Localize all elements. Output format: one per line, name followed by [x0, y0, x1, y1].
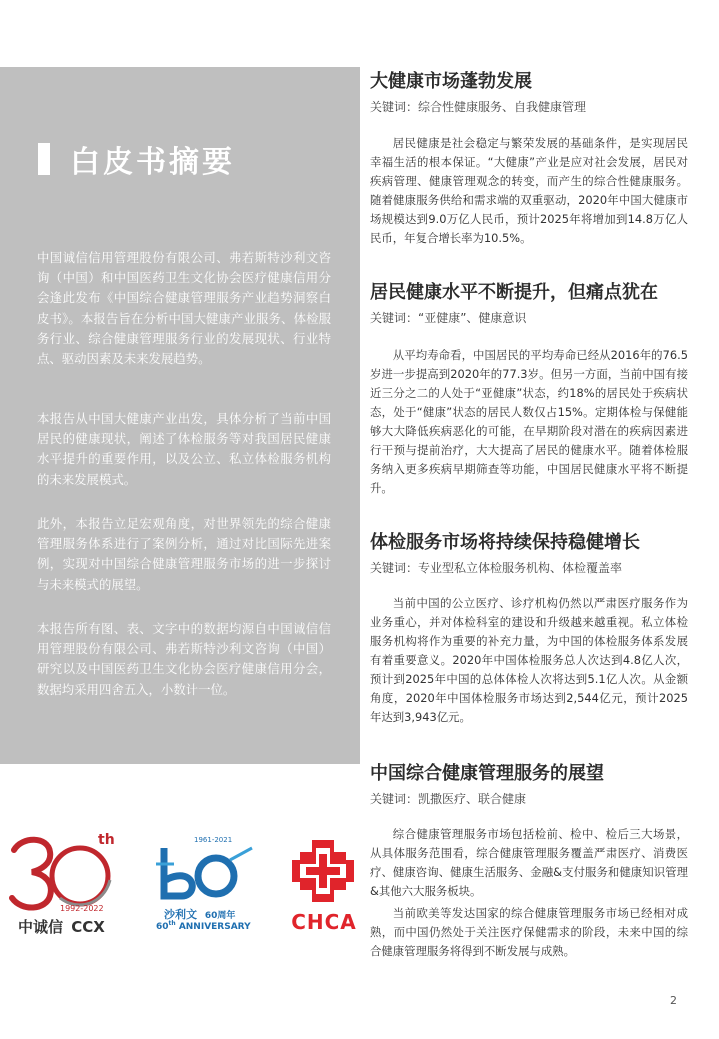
section-keywords: 关键词：专业型私立体检服务机构、体检覆盖率 [370, 561, 623, 575]
section-paragraph: 综合健康管理服务市场包括检前、检中、检后三大场景，从具体服务范围看，综合健康管理服务覆盖严肃医疗、消费医疗、健康咨询、健康生活服务、金融&支付服务和健康知识管理&其他六大服务板块。 [370, 827, 688, 898]
section-keywords: 关键词：凯撒医疗、联合健康 [370, 792, 527, 806]
summary-paragraph-2: 本报告从中国大健康产业出发，具体分析了当前中国居民的健康现状，阐述了体检服务等对我国居民健康水平提升的重要作用，以及公立、私立体检服务机构的未来发展模式。 [37, 411, 331, 487]
section-paragraph: 居民健康是社会稳定与繁荣发展的基础条件，是实现居民幸福生活的根本保证。“大健康”产业是应对社会发展，居民对疾病管理、健康管理观念的转变，而产生的综合性健康服务。随着健康服务供给和需求端的双重驱动，2020年中国大健康市场规模达到9.0万亿人民币，预计2025年将增加到14.8万亿人民币，年复合增长率为10.5%。 [370, 136, 688, 245]
frost-60-emblem-icon [152, 840, 262, 904]
section-resident-health [370, 281, 688, 498]
section-outlook [370, 762, 688, 961]
section-title: 居民健康水平不断提升，但痛点犹在 [370, 282, 658, 303]
summary-title-text: 白皮书摘要 [70, 145, 235, 180]
section-checkup-market [370, 531, 688, 727]
section-keywords: 关键词：综合性健康服务、自我健康管理 [370, 100, 587, 114]
section-health-market [370, 70, 688, 248]
ccx-name: 中诚信 CCX [18, 918, 105, 936]
frost-name: 沙利文 60周年 [164, 908, 236, 921]
ccx-years: 1992-2022 [60, 904, 104, 913]
summary-title [38, 142, 235, 180]
ccx-th: th [98, 832, 115, 848]
frost-sullivan-60th-logo [152, 836, 262, 936]
section-paragraph: 当前中国的公立医疗、诊疗机构仍然以严肃医疗服务作为业务重心，并对体检科室的建设和升级越来越重视。私立体检服务机构将作为重要的补充力量，为中国的体检服务体系发展有着重要意义。2020年中国体检服务总人次达到4.8亿人次，预计到2025年中国的总体体检人次将达到5.1亿人次。从金额角度，2020年中国体检服务市场达到2,544亿元，预计2025年达到3,943亿元。 [370, 596, 688, 724]
ccx-30th-logo [8, 828, 138, 934]
section-title: 大健康市场蓬勃发展 [370, 71, 532, 92]
summary-paragraph-1: 中国诚信信用管理股份有限公司、弗若斯特沙利文咨询（中国）和中国医药卫生文化协会医疗健康信用分会逢此发布《中国综合健康管理服务产业趋势洞察白皮书》。本报告旨在分析中国大健康产业服务、体检服务行业、综合健康管理服务行业的发展现状、行业特点、驱动因素及未来发展趋势。 [37, 250, 331, 367]
section-paragraph: 从平均寿命看，中国居民的平均寿命已经从2016年的76.5岁进一步提高到2020年的77.3岁。但另一方面，当前中国有接近三分之二的人处于“亚健康”状态，约18%的居民处于疾病状态，处于“健康”状态的居民人数仅占15%。定期体检与保健能够大大降低疾病恶化的可能，在早期阶段对潜在的疾病因素进行干预与提前治疗，大大提高了居民的健康水平。随着体检服务纳入更多疾病早期筛查等功能，中国居民健康水平将不断提升。 [370, 348, 688, 495]
section-paragraph: 当前欧美等发达国家的综合健康管理服务市场已经相对成熟，而中国仍然处于关注医疗保健需求的阶段，未来中国的综合健康管理服务将得到不断发展与成熟。 [370, 906, 688, 958]
section-keywords: 关键词：“亚健康”、健康意识 [370, 311, 527, 325]
chca-name: CHCA [291, 910, 357, 934]
summary-paragraph-3: 此外，本报告立足宏观角度，对世界领先的综合健康管理服务体系进行了案例分析，通过对比国际先进案例，实现对中国综合健康管理服务市场的进一步探讨与未来模式的展望。 [37, 516, 331, 592]
summary-paragraph-4: 本报告所有图、表、文字中的数据均源自中国诚信信用管理股份有限公司、弗若斯特沙利文咨询（中国）研究以及中国医药卫生文化协会医疗健康信用分会，数据均采用四舍五入，小数计一位。 [37, 621, 331, 697]
chca-logo [284, 838, 364, 934]
chca-cross-icon [290, 838, 356, 904]
section-title: 体检服务市场将持续保持稳健增长 [370, 532, 640, 553]
title-accent-bar [38, 143, 50, 175]
section-title: 中国综合健康管理服务的展望 [370, 763, 604, 784]
page-number: 2 [670, 994, 677, 1007]
frost-anniversary: 60th ANNIVERSARY [156, 920, 251, 932]
frost-years: 1961-2021 [194, 836, 233, 844]
